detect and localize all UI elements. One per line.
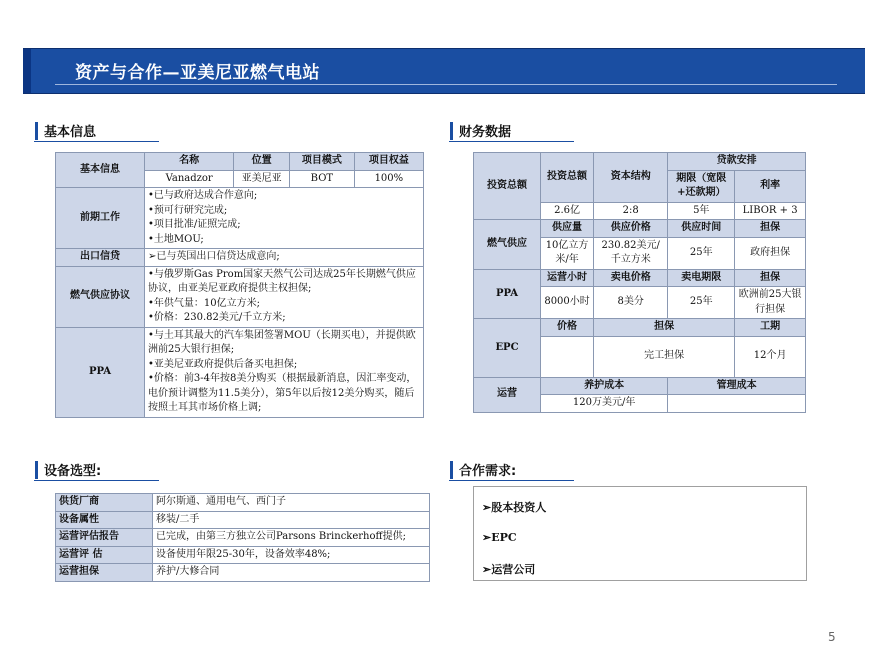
- section-finance-label: 财务数据: [459, 125, 512, 140]
- list-item: ➢股本投资人: [482, 501, 547, 514]
- table-cell: 25年: [668, 287, 735, 319]
- ppa-cell: [145, 327, 424, 417]
- row-label: 前期工作: [56, 188, 145, 249]
- table-cell: 25年: [668, 237, 735, 269]
- table-cell: 欧洲前25大银行担保: [735, 287, 806, 319]
- section-marker: [450, 461, 453, 479]
- table-cell: 2.6亿: [541, 202, 594, 220]
- table-header: 价格: [541, 319, 594, 337]
- list-item: ➢EPC: [482, 531, 517, 544]
- table-row: [56, 494, 430, 512]
- table-cell: 10亿立方米/年: [541, 237, 594, 269]
- table-cell: 亚美尼亚: [234, 170, 290, 188]
- list-item: •价格：前3-4年按8美分购买（根据最新消息，因汇率变动，电价预计调整为11.5美分），第5年以后按12美分购买，随后按照土耳其市场价格上调;: [148, 373, 417, 413]
- list-item: •与土耳其最大的汽车集团签署MOU（长期买电），并提供欧洲前25大银行担保;: [148, 329, 416, 355]
- table-row: [56, 266, 424, 327]
- row-label: 运营评 估: [56, 546, 153, 564]
- table-cell: 已完成，由第三方独立公司Parsons Brinckerhoff提供;: [153, 529, 430, 547]
- table-header: 项目权益: [354, 153, 423, 171]
- page-number: 5: [828, 630, 836, 644]
- section-underline: [449, 480, 574, 481]
- page-title: 资产与合作—亚美尼亚燃气电站: [75, 63, 320, 83]
- table-row: [56, 153, 424, 171]
- table-cell: LIBOR + 3: [735, 202, 806, 220]
- row-label: 燃气供应协议: [56, 266, 145, 327]
- section-equipment-heading: [44, 460, 101, 479]
- table-header: 管理成本: [668, 377, 806, 395]
- table-cell: 完工担保: [594, 336, 735, 377]
- section-marker: [35, 122, 38, 140]
- table-header: 担保: [594, 319, 735, 337]
- row-label: 运营担保: [56, 564, 153, 582]
- table-cell: 养护/大修合同: [153, 564, 430, 582]
- table-header: 卖电期限: [668, 269, 735, 287]
- title-stripe: [23, 49, 31, 93]
- list-item: •预可行研究完成;: [148, 204, 228, 216]
- list-item: ➢运营公司: [482, 563, 536, 576]
- basic-info-table: [55, 152, 424, 418]
- list-item: •已与政府达成合作意向;: [148, 190, 258, 201]
- table-cell: Vanadzor: [145, 170, 234, 188]
- row-label: 运营评估报告: [56, 529, 153, 547]
- table-cell: 120万美元/年: [541, 395, 668, 413]
- table-cell: 8000小时: [541, 287, 594, 319]
- section-marker: [35, 461, 38, 479]
- list-item: •年供气量：10亿立方米;: [148, 297, 260, 309]
- row-label: EPC: [474, 319, 541, 378]
- table-header: 名称: [145, 153, 234, 171]
- gas-cell: [145, 266, 424, 327]
- table-row: [56, 564, 430, 582]
- section-basic-heading: [44, 121, 96, 140]
- row-label: 基本信息: [56, 153, 145, 188]
- section-cooperation-label: 合作需求:: [459, 464, 517, 479]
- table-header: 贷款安排: [668, 153, 806, 171]
- row-label: PPA: [474, 269, 541, 319]
- table-cell: 设备使用年限25-30年，设备效率48%;: [153, 546, 430, 564]
- table-cell: 2:8: [594, 202, 668, 220]
- table-row: [56, 529, 430, 547]
- row-label: 设备属性: [56, 511, 153, 529]
- table-header: 资本结构: [594, 153, 668, 203]
- section-cooperation-heading: [459, 460, 516, 479]
- table-cell: 12个月: [735, 336, 806, 377]
- table-header: 供应量: [541, 220, 594, 238]
- table-cell: 移装/二手: [153, 511, 430, 529]
- table-cell: 8美分: [594, 287, 668, 319]
- cooperation-box: [473, 486, 807, 581]
- table-row: [474, 153, 806, 171]
- table-row: [474, 220, 806, 238]
- table-row: [474, 269, 806, 287]
- list-item: •亚美尼亚政府提供后备买电担保;: [148, 358, 298, 370]
- section-marker: [450, 122, 453, 140]
- table-row: [56, 546, 430, 564]
- table-cell: 230.82美元/千立方米: [594, 237, 668, 269]
- section-underline: [34, 480, 159, 481]
- list-item: •与俄罗斯Gas Prom国家天然气公司达成25年长期燃气供应协议，由亚美尼亚政府提供主权担保;: [148, 268, 416, 294]
- table-header: 运营小时: [541, 269, 594, 287]
- list-item: •项目批准/证照完成;: [148, 219, 241, 230]
- table-header: 工期: [735, 319, 806, 337]
- table-cell: [668, 395, 806, 413]
- row-label: 投资总额: [474, 153, 541, 220]
- prelim-cell: [145, 188, 424, 249]
- table-row: [474, 377, 806, 395]
- table-cell: 100%: [354, 170, 423, 188]
- table-header: 养护成本: [541, 377, 668, 395]
- title-bar: [23, 48, 865, 94]
- finance-table: [473, 152, 806, 413]
- equipment-table: [55, 493, 430, 582]
- table-row: [56, 511, 430, 529]
- table-header: 位置: [234, 153, 290, 171]
- section-underline: [449, 141, 574, 142]
- table-header: 投资总额: [541, 153, 594, 203]
- table-row: [56, 249, 424, 267]
- table-header: 供应价格: [594, 220, 668, 238]
- title-rule: [55, 84, 837, 85]
- export-cell: ➢已与英国出口信贷达成意向;: [145, 249, 424, 267]
- table-cell: 阿尔斯通、通用电气、西门子: [153, 494, 430, 512]
- table-row: [56, 188, 424, 249]
- table-cell: BOT: [290, 170, 355, 188]
- table-cell: [541, 336, 594, 377]
- table-header: 卖电价格: [594, 269, 668, 287]
- table-cell: 政府担保: [735, 237, 806, 269]
- table-header: 担保: [735, 269, 806, 287]
- table-row: [474, 319, 806, 337]
- row-label: 运营: [474, 377, 541, 412]
- table-header: 利率: [735, 170, 806, 202]
- row-label: 燃气供应: [474, 220, 541, 270]
- table-header: 担保: [735, 220, 806, 238]
- list-item: •价格：230.82美元/千立方米;: [148, 312, 286, 323]
- section-basic-label: 基本信息: [44, 125, 97, 140]
- row-label: 出口信贷: [56, 249, 145, 267]
- table-header: 项目模式: [290, 153, 355, 171]
- table-header: 期限（宽限+还款期）: [668, 170, 735, 202]
- table-header: 供应时间: [668, 220, 735, 238]
- section-finance-heading: [459, 121, 511, 140]
- row-label: 供货厂商: [56, 494, 153, 512]
- section-equipment-label: 设备选型:: [44, 464, 102, 479]
- table-cell: 5年: [668, 202, 735, 220]
- table-row: [56, 327, 424, 417]
- list-item: •土地MOU;: [148, 233, 204, 245]
- section-underline: [34, 141, 159, 142]
- row-label: PPA: [56, 327, 145, 417]
